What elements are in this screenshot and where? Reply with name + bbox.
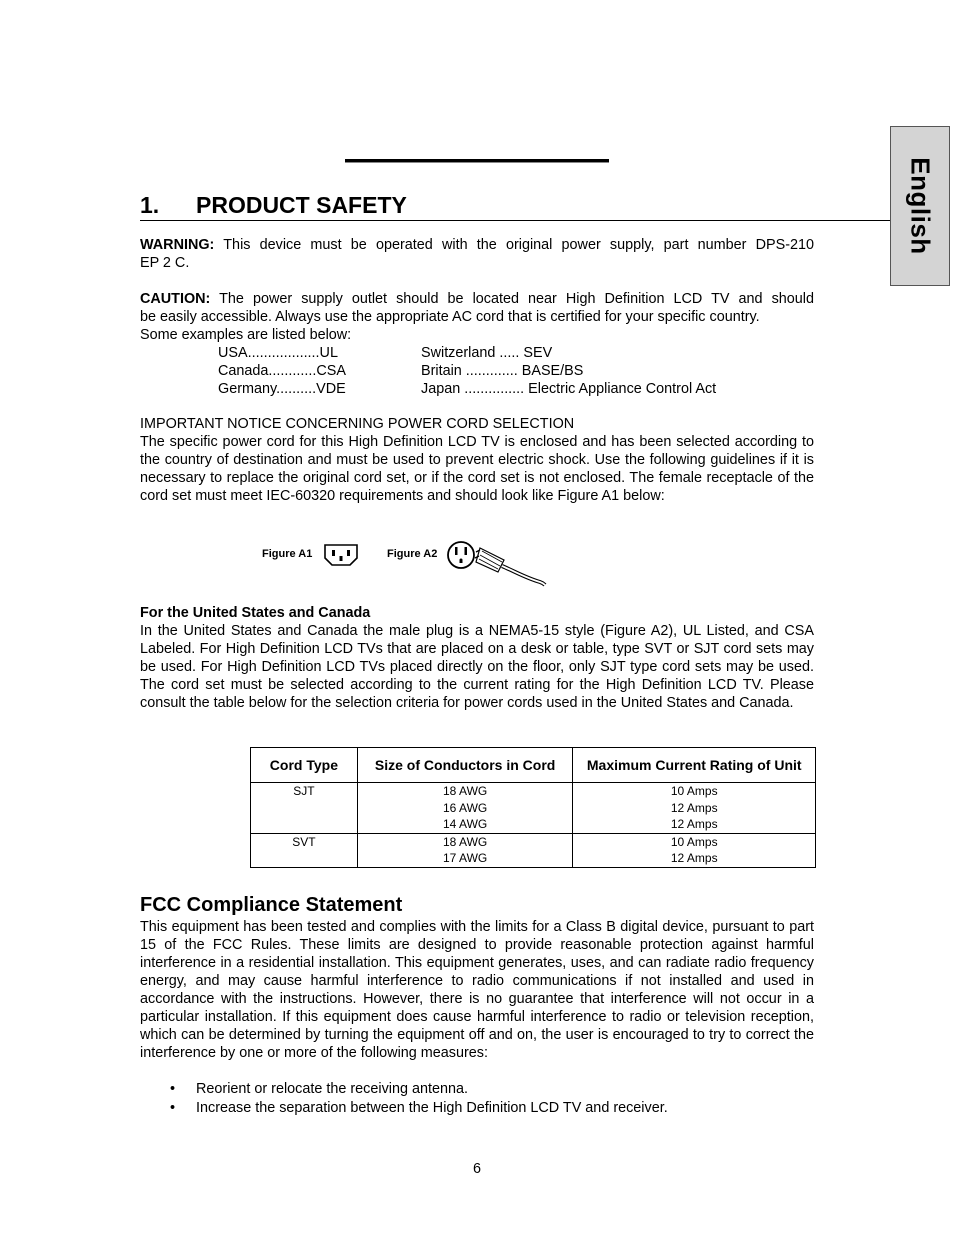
figure-a2-label: Figure A2: [387, 548, 438, 560]
us-canada-title: For the United States and Canada: [140, 605, 371, 621]
fcc-measures-list: [140, 1080, 820, 1118]
figure-a1-label: Figure A1: [262, 548, 313, 560]
heading-rule: [140, 220, 890, 221]
language-tab-label: English: [905, 157, 936, 255]
caution-label: CAUTION:: [140, 291, 211, 307]
receptacle-icon: [323, 543, 359, 567]
caution-line-3: Some examples are listed below:: [140, 327, 352, 343]
notice-title: IMPORTANT NOTICE CONCERNING POWER CORD SELECTION: [140, 416, 575, 432]
cell-sizes: 18 AWG 17 AWG: [357, 833, 573, 867]
cell-cord-type: SJT: [251, 783, 358, 834]
section-number: 1.: [140, 192, 160, 218]
example-left-3: Germany..........VDE: [218, 381, 346, 397]
cell-ratings: 10 Amps 12 Amps: [573, 833, 816, 867]
notice-section: [140, 415, 814, 505]
warning-label: WARNING:: [140, 237, 215, 253]
cell-ratings: 10 Amps 12 Amps 12 Amps: [573, 783, 816, 834]
header-cord-type: Cord Type: [251, 748, 358, 783]
section-title: PRODUCT SAFETY: [196, 192, 407, 218]
list-item: • Reorient or relocate the receiving antenna.: [170, 1081, 468, 1097]
table-row: [251, 833, 816, 867]
us-canada-section: [140, 604, 814, 712]
table-header-row: [251, 748, 816, 783]
section-heading: [140, 192, 407, 219]
page-number: 6: [472, 1161, 481, 1177]
notice-body: The specific power cord for this High Definition LCD TV is enclosed and has been selected according to the country of destination and must be used to prevent electric shock. Use the following guidelines if it is necessary to replace the original cord set, or if the cord set is not enclosed. The female receptacle of the cord set must meet IEC-60320 requirements and should look like Figure A1 below:: [140, 434, 814, 504]
example-right-2: Britain ............. BASE/BS: [421, 363, 584, 379]
warning-paragraph: [140, 236, 814, 272]
fcc-title: FCC Compliance Statement: [140, 894, 403, 916]
top-rule: [345, 159, 609, 162]
language-tab: [890, 126, 950, 286]
us-canada-body: In the United States and Canada the male plug is a NEMA5-15 style (Figure A2), UL Listed, and CSA Labeled. For High Definition LCD TVs that are placed on a desk or table, type SVT or SJT cord sets may be used. For High Definition LCD TVs placed directly on the floor, only SJT type cord sets may be used. The cord set must be selected according to the current rating for the High Definition LCD TV. Please consult the table below for the selection criteria for power cords used in the United States and Canada.: [140, 623, 814, 711]
warning-text-2: EP 2 C.: [140, 255, 190, 271]
warning-text: This device must be operated with the original power supply, part number DPS-210: [214, 237, 814, 253]
caution-paragraph: [140, 290, 820, 344]
header-current-rating: Maximum Current Rating of Unit: [573, 748, 816, 783]
table-row: [251, 783, 816, 834]
power-cord-table: [250, 747, 816, 868]
fcc-body: This equipment has been tested and complies with the limits for a Class B digital device, pursuant to part 15 of the FCC Rules. These limits are designed to provide reasonable protection against harmful interference in a residential installation. This equipment generates, uses, and can radiate radio frequency energy, and may cause harmful interference to radio communications if not installed and used in accordance with the instructions. However, there is no guarantee that interference will not occur in a particular installation. If this equipment does cause harmful interference to radio or television reception, which can be determined by turning the equipment off and on, the user is encouraged to try to correct the interference by one or more of the following measures:: [140, 919, 814, 1061]
cell-sizes: 18 AWG 16 AWG 14 AWG: [357, 783, 573, 834]
list-item: • Increase the separation between the High Definition LCD TV and receiver.: [170, 1100, 668, 1116]
example-left-1: USA..................UL: [218, 345, 338, 361]
example-right-1: Switzerland ..... SEV: [421, 345, 553, 361]
header-conductor-size: Size of Conductors in Cord: [357, 748, 573, 783]
caution-line-2: be easily accessible. Always use the appropriate AC cord that is certified for your specific country.: [140, 309, 760, 325]
caution-line-1: The power supply outlet should be located near High Definition LCD TV and should: [210, 291, 814, 307]
example-right-3: Japan ............... Electric Appliance Control Act: [421, 381, 717, 397]
nema-plug-icon: [446, 538, 550, 588]
cell-cord-type: SVT: [251, 833, 358, 867]
example-left-2: Canada............CSA: [218, 363, 346, 379]
